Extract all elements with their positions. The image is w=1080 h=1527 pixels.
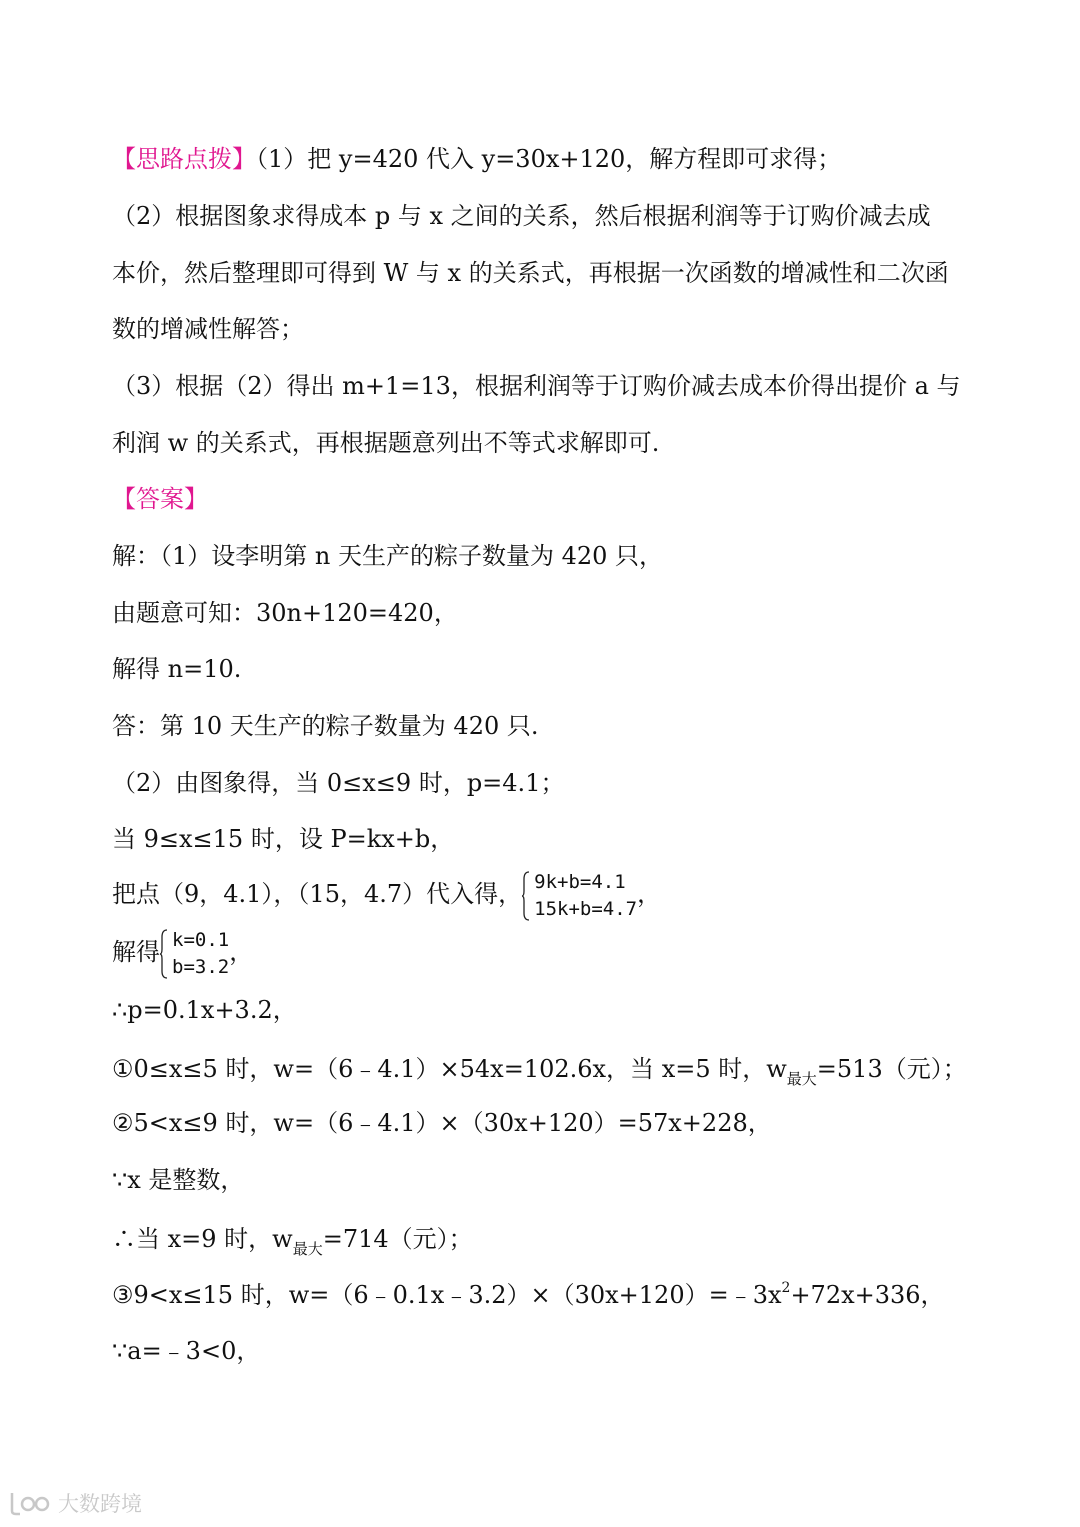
subscript-max: 最大 xyxy=(786,1070,817,1088)
hint-line-5: （3）根据（2）得出 m+1=13，根据利润等于订购价减去成本价得出提价 a 与 xyxy=(112,372,961,400)
answer-line-5: （2）由图象得，当 0≤x≤9 时，p=4.1； xyxy=(112,769,565,797)
answer-tag: 【答案】 xyxy=(112,485,208,513)
equation-system-1 xyxy=(522,869,637,923)
hint-text-1: （1）把 y=420 代入 y=30x+120，解方程即可求得； xyxy=(256,145,842,173)
watermark-text: 大数跨境 xyxy=(58,1492,142,1516)
hint-line-6: 利润 w 的关系式，再根据题意列出不等式求解即可. xyxy=(112,429,660,457)
answer-line-6: 当 9≤x≤15 时，设 P=kx+b， xyxy=(112,825,455,853)
brace-icon xyxy=(522,871,530,921)
hint-line-1 xyxy=(112,144,841,174)
answer-line-11: ②5<x≤9 时，w=（6﹣4.1）×（30x+120）=57x+228， xyxy=(112,1109,772,1137)
equation-1a: 9k+b=4.1 xyxy=(534,870,626,893)
answer-line-15: ∵a=﹣3<0， xyxy=(112,1337,261,1365)
subscript-max: 最大 xyxy=(292,1240,323,1258)
answer-line-8: 解得 k=0.1 b=3.2 ， xyxy=(112,924,253,981)
answer-line-3: 解得 n=10. xyxy=(112,655,242,683)
answer-line-7: 把点（9，4.1），（15，4.7）代入得， 9k+b=4.1 15k+b=4.7 ， xyxy=(112,866,661,923)
answer-line-1: 解：（1）设李明第 n 天生产的粽子数量为 420 只， xyxy=(112,542,664,570)
brand-logo-icon xyxy=(8,1489,52,1517)
substitute-text: 把点（9，4.1），（15，4.7）代入得， xyxy=(112,880,523,908)
answer-line-9: ∴p=0.1x+3.2， xyxy=(112,996,297,1024)
hint-line-3: 本价，然后整理即可得到 W 与 x 的关系式，再根据一次函数的增减性和二次函 xyxy=(112,259,949,287)
hint-line-2: （2）根据图象求得成本 p 与 x 之间的关系，然后根据利润等于订购价减去成 xyxy=(112,202,931,230)
hint-line-4: 数的增减性解答； xyxy=(112,315,304,343)
solve-text: 解得 xyxy=(112,938,160,966)
superscript-2: 2 xyxy=(781,1280,791,1296)
equation-1b: 15k+b=4.7 xyxy=(534,897,638,920)
answer-line-14: ③9<x≤15 时，$w=(6﹣0.1x﹣3.2)\times(30x+120)=﹣3x^2+72x+336$， xyxy=(112,1280,945,1309)
answer-line-10: ①0≤x≤5 时，w=（6﹣4.1）×54x=102.6x，当 x=5 时，$w_{最大}=513$（元）； xyxy=(112,1055,967,1088)
equation-2a: k=0.1 xyxy=(172,928,230,951)
equation-system-2 xyxy=(160,927,229,981)
hint-tag: 【思路点拨】 xyxy=(112,145,256,173)
equation-2b: b=3.2 xyxy=(172,955,230,978)
answer-line-13: ∴当 x=9 时，$w_{最大}=714$（元）； xyxy=(112,1225,473,1258)
answer-line-12: ∵x 是整数， xyxy=(112,1166,245,1194)
answer-line-4: 答：第 10 天生产的粽子数量为 420 只. xyxy=(112,712,539,740)
answer-line-2: 由题意可知：30n+120=420， xyxy=(112,599,458,627)
watermark xyxy=(8,1488,142,1518)
brace-icon xyxy=(160,929,168,979)
